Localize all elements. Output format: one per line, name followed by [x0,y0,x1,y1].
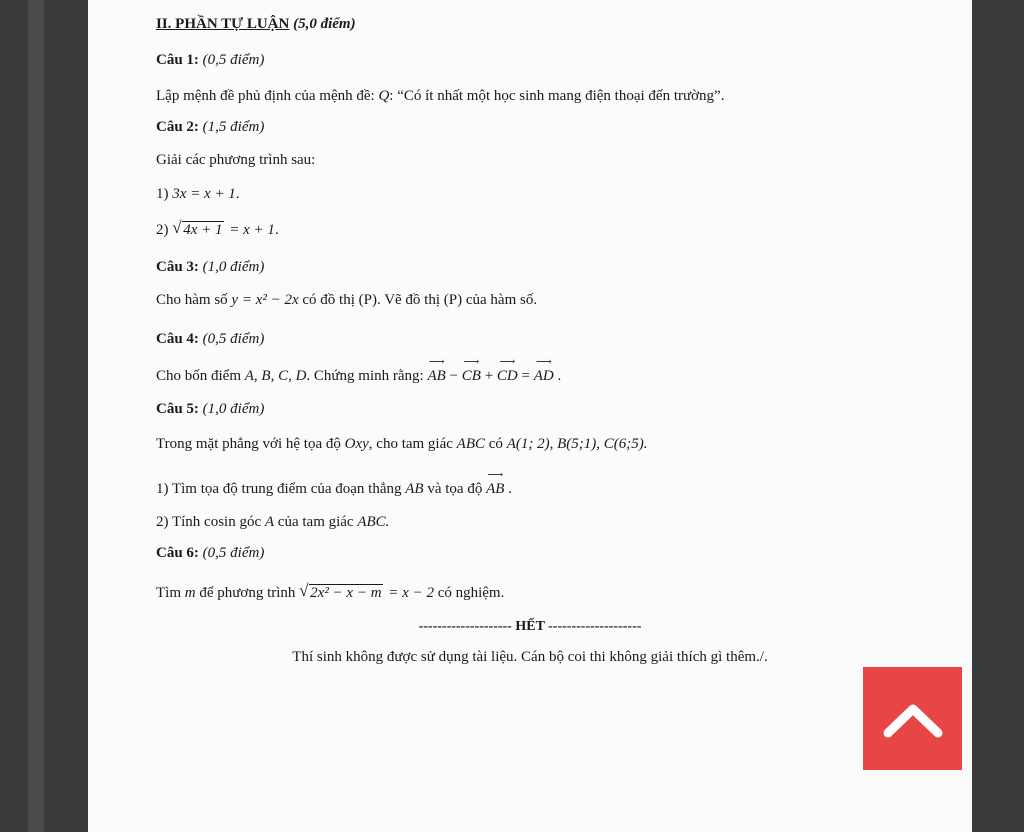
vector-cd: ⟶ CD [496,356,518,384]
q4-label: Câu 4: [156,331,199,347]
q1-points: (0,5 điểm) [202,52,265,68]
scroll-to-top-button[interactable] [863,667,962,770]
q1-heading [156,50,264,70]
q1-text-a: Lập mệnh đề phủ định của mệnh đề: [156,88,379,104]
q6-rhs: = x − 2 [384,585,434,601]
q5-item1-b: và tọa độ [423,481,487,497]
q5-item2-angle: A [264,514,275,530]
q4-heading [156,329,264,349]
q5-tri: ABC [456,436,486,452]
vector-ab: ⟶ AB [427,356,446,384]
q6-text-a: Tìm [156,585,185,601]
q5-points: (1,0 điểm) [202,401,265,417]
chevron-up-icon [882,699,944,739]
q2-item-2: 2) √ 4x + 1 = x + 1. [156,218,279,238]
q4-text-b: . Chứng minh rằng: [306,368,428,384]
q4-points: (0,5 điểm) [202,331,265,347]
q5-item1-a: 1) Tìm tọa độ trung điểm của đoạn thẳng [156,481,406,497]
q2-item2-num: 2) [156,222,169,238]
document-page [88,0,972,832]
q2-label: Câu 2: [156,119,199,135]
q2-item2-radicand: 4x + 1 [183,222,223,238]
vector-cb: ⟶ CB [461,356,481,384]
vector-ab-2: ⟶ AB [486,469,505,497]
section-points: (5,0 điểm) [293,16,356,32]
vector-cb-text: CB [461,368,481,384]
vector-ad: ⟶ AD [533,356,554,384]
q5-item2-b: của tam giác [274,514,358,530]
left-stripe [28,0,44,832]
q3-points: (1,0 điểm) [202,259,265,275]
q6-var: m [184,585,196,601]
q5-heading [156,399,264,419]
q5-item2-a: 2) Tính cosin góc [156,514,265,530]
q5-item1-seg: AB [405,481,424,497]
sqrt-symbol-2: √ 2x² − x − m [299,581,382,601]
right-dark-border [972,0,1024,832]
q6-label: Câu 6: [156,545,199,561]
q5-item1-vec: AB [486,481,505,497]
vector-cd-text: CD [496,368,518,384]
q5-system: Oxy [344,436,369,452]
q2-item1-eq: 3x = x + 1 [172,186,236,202]
q5-item2-tri: ABC. [357,514,390,530]
q2-heading [156,117,264,137]
q3-heading [156,257,264,277]
q6-heading [156,543,264,563]
q5-label: Câu 5: [156,401,199,417]
section-heading [156,14,356,34]
q6-text-c: có nghiệm. [433,585,505,601]
q2-points: (1,5 điểm) [202,119,265,135]
end-mark: -------------------- HẾT -------------------- [418,619,642,634]
q5-text-c: có [485,436,507,452]
section-title: II. PHẦN TỰ LUẬN [156,16,290,32]
left-dark-border [0,0,88,832]
q5-coords: A(1; 2), B(5;1), C(6;5). [506,436,648,452]
q3-label: Câu 3: [156,259,199,275]
exam-note: Thí sinh không được sử dụng tài liệu. Cán bộ coi thi không giải thích gì thêm./. [292,649,768,665]
q2-item-1: 1) 3x = x + 1. [156,186,240,202]
q6-points: (0,5 điểm) [202,545,265,561]
q2-item2-rhs: = x + 1 [225,222,275,238]
q5-item-2 [156,512,389,532]
q1-label: Câu 1: [156,52,199,68]
q6-text-b: để phương trình [195,585,300,601]
q4-text-a: Cho bốn điểm [156,368,245,384]
vector-ab-text: AB [427,368,446,384]
q5-body [156,434,647,454]
q5-text-a: Trong mặt phẳng với hệ tọa độ [156,436,345,452]
vector-ad-text: AD [533,368,554,384]
q1-body [156,86,724,106]
q5-item-1: 1) Tìm tọa độ trung điểm của đoạn thẳng AB và tọa độ ⟶ AB . [156,469,512,497]
q3-text-a: Cho hàm số [156,292,232,308]
q5-text-b: , cho tam giác [368,436,457,452]
q6-radicand: 2x² − x − m [310,585,382,601]
q4-body: Cho bốn điểm A, B, C, D. Chứng minh rằng: ⟶ AB − ⟶ CB + ⟶ CD = ⟶ AD . [156,356,562,384]
q3-text-b: có đồ thị (P). Vẽ đồ thị (P) của hàm số. [298,292,538,308]
q2-intro: Giải các phương trình sau: [156,152,316,168]
q4-points-list: A, B, C, D [244,368,307,384]
q2-item1-num: 1) [156,186,169,202]
q1-text-b: : “Có ít nhất một học sinh mang điện thoại đến trường”. [389,88,725,104]
sqrt-symbol: √ 4x + 1 [172,218,223,238]
q1-prop-var: Q [378,88,390,104]
q3-func: y = x² − 2x [231,292,299,308]
q3-body [156,290,537,310]
q6-body [156,583,504,603]
